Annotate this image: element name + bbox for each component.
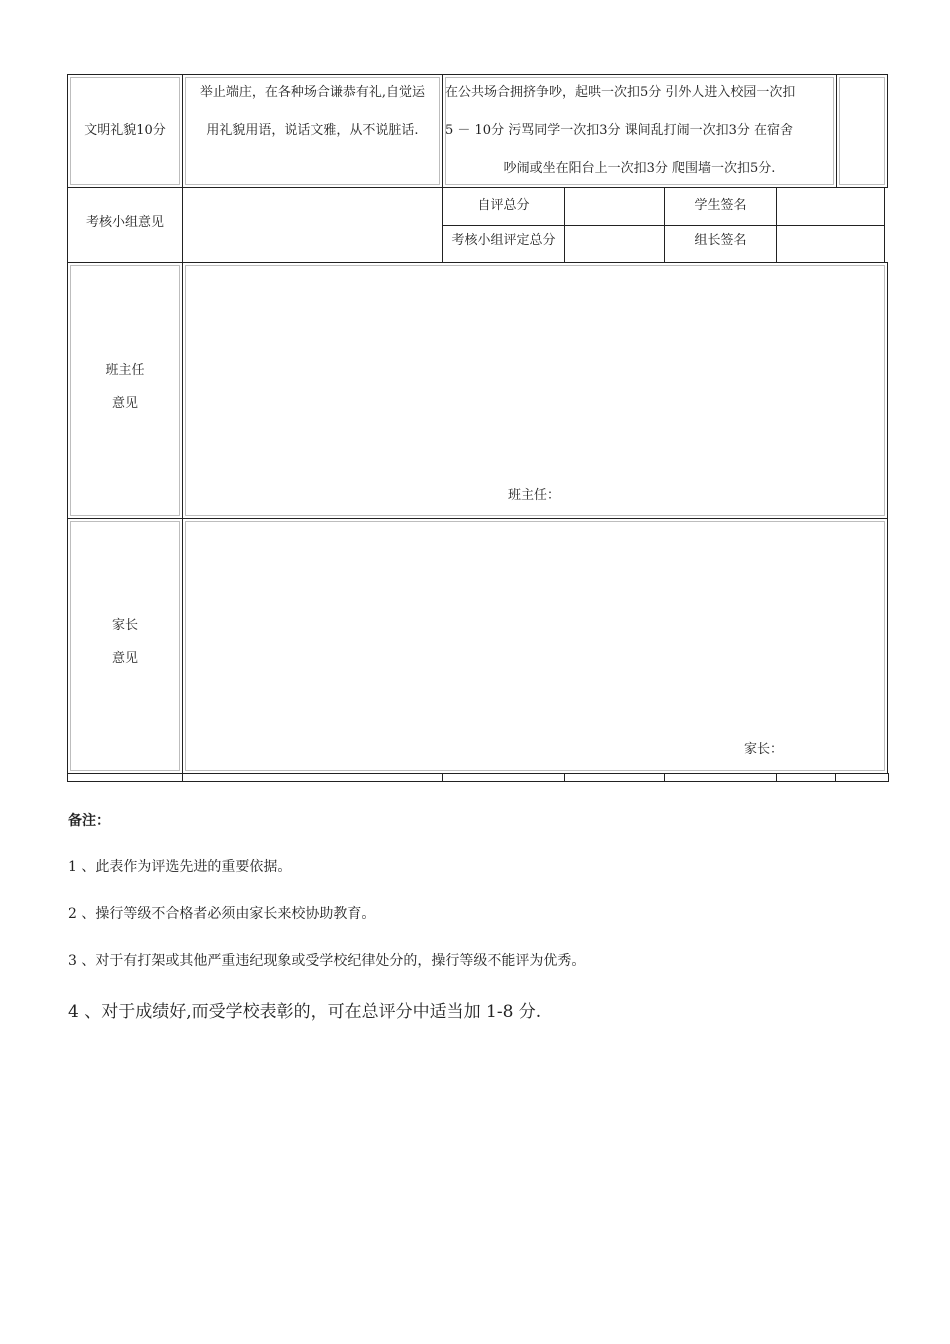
strip-divider xyxy=(888,773,889,782)
group-total-label: 考核小组评定总分 xyxy=(451,233,556,248)
parent-opinion-cell xyxy=(182,518,888,774)
teacher-label-line-2: 意见 xyxy=(111,396,138,411)
leader-sign-label-cell xyxy=(664,225,777,263)
civility-requirement-cell xyxy=(182,74,443,188)
teacher-opinion-cell xyxy=(182,262,888,519)
leader-sign-label: 组长签名 xyxy=(694,233,747,248)
note-item: 3 、对于有打架或其他严重违纪现象或受学校纪律处分的，操行等级不能评为优秀。 xyxy=(68,953,586,969)
self-total-label-cell xyxy=(442,187,565,226)
teacher-signature-label: 班主任： xyxy=(508,488,561,503)
civility-deduction-line-2: 5 － 10分 污骂同学一次扣3分 课间乱打闹一次扣3分 在宿舍 xyxy=(445,123,794,138)
strip-divider xyxy=(442,773,443,782)
parent-label-line-2: 意见 xyxy=(111,651,138,666)
note-item: 2 、操行等级不合格者必须由家长来校协助教育。 xyxy=(68,906,376,922)
parent-signature-label: 家长： xyxy=(744,742,784,757)
teacher-label-line-1: 班主任 xyxy=(105,363,145,378)
review-label-cell xyxy=(67,187,183,263)
strip-divider xyxy=(182,773,183,782)
strip-divider xyxy=(67,773,68,782)
civility-deduction-line-1: 在公共场合拥挤争吵，起哄一次扣5分 引外人进入校园一次扣 xyxy=(445,85,796,100)
review-label: 考核小组意见 xyxy=(85,215,164,230)
group-total-value-cell xyxy=(564,225,665,263)
self-total-value-cell xyxy=(564,187,665,226)
note-item: 4 、对于成绩好,而受学校表彰的，可在总评分中适当加 1-8 分. xyxy=(68,1002,542,1022)
parent-label-cell xyxy=(67,518,183,774)
civility-category-cell xyxy=(67,74,183,188)
strip-divider xyxy=(564,773,565,782)
civility-category-label: 文明礼貌10分 xyxy=(84,123,166,138)
strip-divider xyxy=(664,773,665,782)
group-total-label-cell xyxy=(442,225,565,263)
self-total-label: 自评总分 xyxy=(477,198,530,213)
civility-requirement-line-1: 举止端庄，在各种场合谦恭有礼,自觉运 xyxy=(199,85,426,100)
civility-score-cell xyxy=(836,74,888,188)
strip-divider xyxy=(835,773,836,782)
review-opinion-cell xyxy=(182,187,443,263)
table-bottom-rule xyxy=(67,781,889,782)
notes-heading: 备注： xyxy=(68,813,110,829)
teacher-label-cell xyxy=(67,262,183,519)
civility-requirement-line-2: 用礼貌用语，说话文雅，从不说脏话. xyxy=(206,123,419,138)
strip-divider xyxy=(776,773,777,782)
student-sign-label-cell xyxy=(664,187,777,226)
civility-deduction-line-3: 吵闹或坐在阳台上一次扣3分 爬围墙一次扣5分. xyxy=(503,161,776,176)
leader-sign-value-cell xyxy=(776,225,885,263)
student-sign-label: 学生签名 xyxy=(694,198,747,213)
student-sign-value-cell xyxy=(776,187,885,226)
note-item: 1 、此表作为评选先进的重要依据。 xyxy=(68,859,292,875)
parent-label-line-1: 家长 xyxy=(111,618,138,633)
civility-deduction-cell xyxy=(442,74,837,188)
